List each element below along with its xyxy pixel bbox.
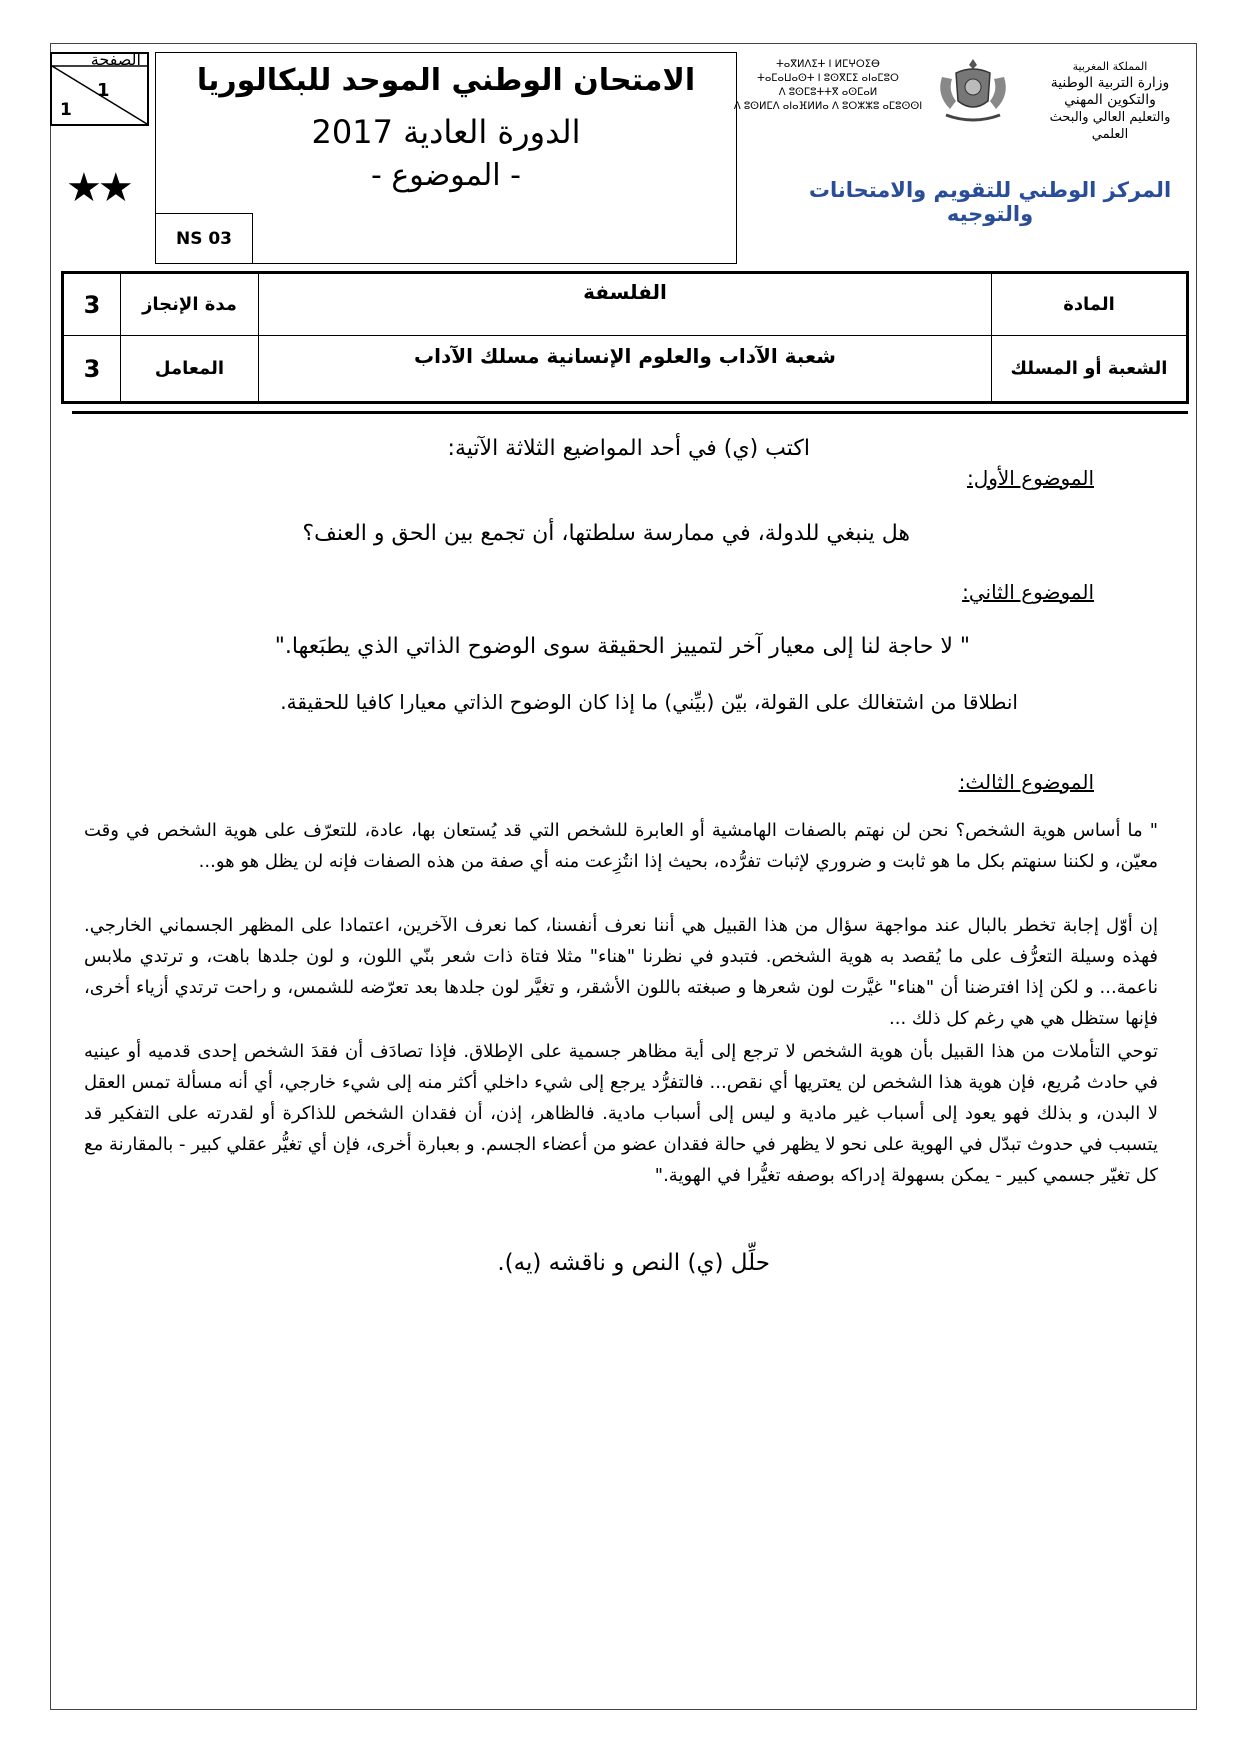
topic1-title: الموضوع الأول: <box>966 466 1094 490</box>
ministry-line: والتعليم العالي والبحث العلمي <box>1049 110 1171 142</box>
topic2-title: الموضوع الثاني: <box>962 580 1094 604</box>
evaluation-center-name: المركز الوطني للتقويم والامتحانات والتوجيه <box>808 178 1172 226</box>
ministry-name-arabic <box>1030 58 1190 143</box>
duration-value: 3 <box>63 273 121 336</box>
exam-title-box <box>155 52 737 264</box>
ministry-line: وزارة التربية الوطنية <box>1050 75 1170 91</box>
topic1-question: هل ينبغي للدولة، في ممارسة سلطتها، أن تجمع بين الحق و العنف؟ <box>302 521 910 546</box>
instruction: اكتب (ي) في أحد المواضيع الثلاثة الآتية: <box>447 436 810 461</box>
exam-code: NS 03 <box>155 213 253 264</box>
divider <box>72 411 1188 414</box>
subject-label: - الموضوع - <box>371 158 521 193</box>
topic2-task: انطلاقا من اشتغالك على القولة، بيّن (بيِّني) ما إذا كان الوضوح الذاتي معيارا كافيا للحقيقة. <box>280 690 1018 714</box>
ministry-line: المملكة المغربية <box>1072 60 1148 73</box>
page-number-box <box>50 52 149 126</box>
topic3-title: الموضوع الثالث: <box>958 770 1094 794</box>
ministry-line: والتكوين المهني <box>1064 92 1156 108</box>
topic3-paragraph: إن أوّل إجابة تخطر بالبال عند مواجهة سؤال من هذا القبيل هي أننا نعرف أنفسنا، كما نعرف الآخرين، اعتمادا على المظهر الجسماني الخارجي. فهذه وسيلة التعرُّف على ما يُقصد به هوية الشخص. فتبدو في نظرنا "هناء" مثلا فتاة ذات شعر بنّي اللون، و لون جلدها باهت، و ترتدي ملابس ناعمة... و لكن إذا افترضنا أن "هناء" غيَّرت لون شعرها و صبغته باللون الأشقر، و تغيَّر لون جلدها بعد تعرّضه للشمس، و راحت ترتدي أزياء أخرى، فإنها ستظل هي هي رغم كل ذلك ... <box>84 915 1158 1029</box>
coefficient-label: المعامل <box>121 336 259 403</box>
coat-of-arms-icon <box>928 55 1018 125</box>
topic3-task: حلِّل (ي) النص و ناقشه (يه). <box>497 1250 770 1276</box>
branch-value: شعبة الآداب والعلوم الإنسانية مسلك الآداب <box>259 336 992 403</box>
topic3-paragraph: توحي التأملات من هذا القبيل بأن هوية الشخص لا ترجع إلى أية مظاهر جسمية على الإطلاق. فإذا تصادَف أن فقدَ الشخص إحدى قدميه أو عينيه في حادث مُريع، فإن هوية هذا الشخص لن يعتريها أي نقص... فالتفرُّد يرجع إلى شيء داخلي أكثر منه إلى شيء خارجي، أي أنه مسألة تمس العقل لا البدن، و بذلك فهو يعود إلى أسباب غير مادية و ليس إلى أسباب مادية. فالظاهر، إذن، أن فقدان الشخص للذاكرة أو لقدرته على التفكير قد يتسبب في حدوث تبدّل في الهوية على نحو لا يظهر في حالة فقدان عضو من أعضاء الجسم. و بعبارة أخرى، فإن أي تغيُّر عقلي كبير - بالمقارنة مع كل تغيّر جسمي كبير - يمكن بسهولة إدراكه بوصفه تغيُّرا في الهوية." <box>84 1041 1158 1186</box>
coefficient-value: 3 <box>63 336 121 403</box>
table-row <box>63 336 1188 403</box>
page-number: 1 <box>97 80 110 101</box>
exam-session: الدورة العادية 2017 <box>311 113 581 151</box>
tifinagh-line: ⴷ ⵓⵙⵍⵎⴷ ⴰⵏⴰⴼⵍⵍⴰ ⴷ ⵓⵔⵣⵣⵓ ⴰⵎⵓⵙⵙⵏ <box>733 101 923 112</box>
exam-info-table <box>61 271 1189 404</box>
table-row <box>63 273 1188 336</box>
topic3-paragraph: " ما أساس هوية الشخص؟ نحن لن نهتم بالصفات الهامشية أو العابرة للشخص التي قد يُستعان بها، عادة، للتعرّف على هوية الشخص في وقت معيّن، و لكننا سنهتم بكل ما هو ثابت و ضروري لإثبات تفرُّده، بحيث إذا انتُزِعت منه أي صفة من هذه الصفات فإنه لن يظل هو هو... <box>84 820 1158 872</box>
branch-key: الشعبة أو المسلك <box>992 336 1188 403</box>
exam-title: الامتحان الوطني الموحد للبكالوريا <box>196 63 696 98</box>
tifinagh-line: ⴷ ⵓⵙⵎⵓⵜⵜⴳ ⴰⵙⵎⴰⵍ <box>778 87 878 98</box>
subject-value: الفلسفة <box>259 273 992 336</box>
ministry-name-tifinagh <box>733 58 923 114</box>
duration-label: مدة الإنجاز <box>121 273 259 336</box>
difficulty-stars: ★★ <box>66 165 130 211</box>
page-label: الصفحة <box>90 50 141 69</box>
tifinagh-line: ⵜⴰⴳⵍⴷⵉⵜ ⵏ ⵍⵎⵖⵔⵉⴱ <box>776 59 880 70</box>
page-total: 1 <box>60 100 72 120</box>
tifinagh-line: ⵜⴰⵎⴰⵡⴰⵙⵜ ⵏ ⵓⵙⴳⵎⵉ ⴰⵏⴰⵎⵓⵔ <box>757 73 899 84</box>
subject-key: المادة <box>992 273 1188 336</box>
topic2-quote: " لا حاجة لنا إلى معيار آخر لتمييز الحقيقة سوى الوضوح الذاتي الذي يطبَعها." <box>274 634 970 659</box>
